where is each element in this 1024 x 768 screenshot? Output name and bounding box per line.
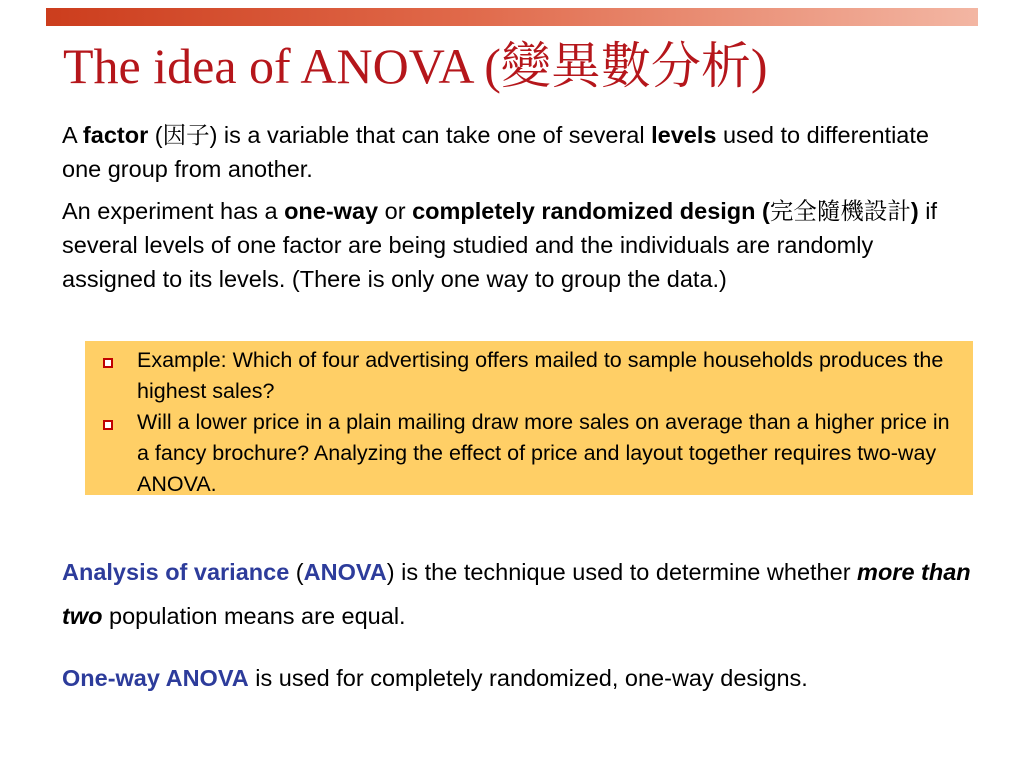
anova-abbrev-term: ANOVA — [303, 559, 387, 585]
more-than-two-emphasis: more than two — [62, 559, 971, 629]
example-bullet-text: Will a lower price in a plain mailing draw more sales on average than a higher price in a fancy brochure? Analyzing the effect of price and layout together requires two-way ANOVA. — [137, 410, 950, 496]
crd-chinese-term: 完全隨機設計 — [769, 198, 911, 224]
one-way-anova-term: One-way ANOVA — [62, 665, 249, 691]
crd-term-close: ) — [910, 198, 919, 224]
anova-text-2: population means are equal. — [102, 603, 406, 629]
header-accent-bar — [46, 8, 978, 26]
experiment-text-1: An experiment has a — [62, 198, 285, 224]
experiment-text-2: or — [378, 198, 413, 224]
one-way-anova-text: is used for completely randomized, one-way designs. — [248, 665, 808, 691]
square-bullet-icon — [103, 420, 113, 430]
slide-title: The idea of ANOVA (變異數分析) — [63, 38, 768, 94]
anova-paren-open: ( — [289, 559, 304, 585]
factor-text-2: (因子) is a variable that can take one of several — [148, 122, 652, 148]
factor-text-3: used to differentiate one group from another. — [62, 122, 929, 182]
anova-text-1: is the technique used to determine whether — [394, 559, 858, 585]
crd-term: completely randomized design ( — [412, 198, 770, 224]
analysis-of-variance-term: Analysis of variance — [62, 559, 290, 585]
factor-definition-paragraph — [62, 118, 967, 186]
experiment-definition-paragraph — [62, 194, 967, 296]
example-bullet-text: Example: Which of four advertising offers mailed to sample households produces the highest sales? — [137, 348, 944, 403]
one-way-anova-paragraph — [62, 660, 1002, 696]
examples-callout-box — [85, 341, 973, 495]
factor-text-1: A — [62, 122, 83, 148]
example-bullet-item — [137, 345, 963, 407]
levels-term: levels — [651, 122, 717, 148]
one-way-term: one-way — [284, 198, 379, 224]
anova-definition-paragraph — [62, 550, 972, 638]
factor-term: factor — [82, 122, 149, 148]
experiment-text-3: if several levels of one factor are being studied and the individuals are randomly assigned to its levels. (There is only one way to group the data.) — [62, 198, 937, 292]
anova-paren-close: ) — [386, 559, 395, 585]
example-bullet-item — [137, 407, 963, 500]
square-bullet-icon — [103, 358, 113, 368]
